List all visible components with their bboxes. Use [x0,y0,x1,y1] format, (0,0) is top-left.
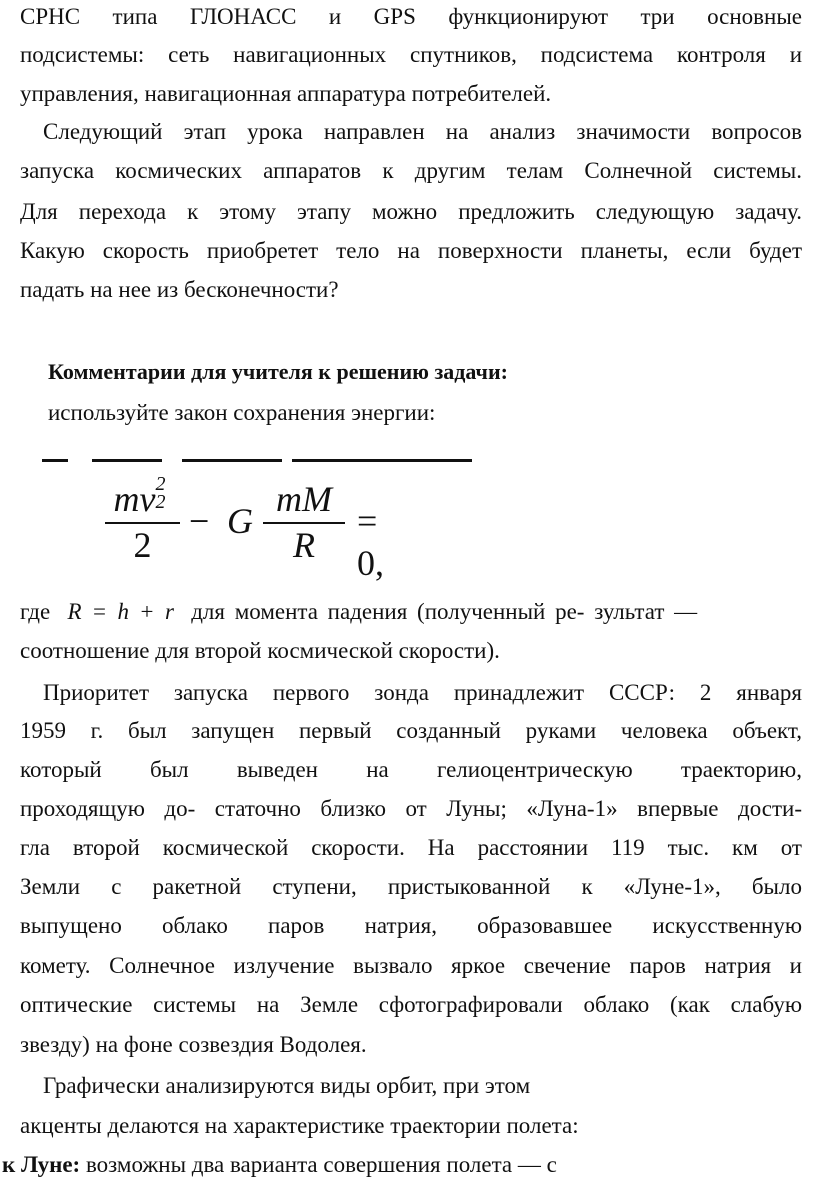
commentary-heading: Комментарии для учителя к решению задачи: [48,359,508,384]
paragraph-3-line-6: Земли с ракетной ступени, пристыкованной к «Луне-1», было [20,874,802,899]
formula-scan-artifact [42,452,472,466]
where-line-2: соотношение для второй космической скорости). [20,638,500,663]
paragraph-2-line-2: запуска космических аппаратов к другим телам Солнечной системы. [20,158,802,183]
document-page: СРНС типа ГЛОНАСС и GPS функционируют три основные подсистемы: сеть навигационных спутников, подсистема контроля и управления, навигационная аппаратура потребителей. Следующий этап урока направлен на анализ значимости вопросов запуска космических аппаратов к другим телам Солнечной системы. Для перехода к этому этапу можно предложить следующую задачу. Какую скорость приобретет тело на поверхности планеты, если будет падать на нее из бесконечности? Комментарии для учителя к решению задачи: используйте закон сохранения энергии: mv 2 2 2 − G mM R = 0, где R = h + r для момента падения (полученный ре- зультат — соотношение для второй космической скорости). Приоритет запуска первого зонда принадлежит СССР: 2 января 1959 г. был запущен первый созданный руками человека объект, который был выведен на гелиоцентрическую траекторию, проходящую до- статочно близко от Луны; «Луна-1» впервые дости- гла второй космической скорости. На расстоянии 119 тыс. км от Земли с ракетной ступени, пристыкованной к «Луне-1», было выпущено облако паров натрия, образовавшее искусственную комету. Солнечное излучение вызвало яркое свечение паров натрия и оптические системы на Земле сфотографировали облако (как слабую звезду) на фоне созвездия Водолея. Графически анализируются виды орбит, при этом акценты делаются на характеристике траектории полета: к Луне: возможны два варианта совершения полета — с [0,0,816,1181]
paragraph-3-line-4: проходящую до- статочно близко от Луны; «Луна-1» впервые дости- [20,796,802,821]
paragraph-3-line-5: гла второй космической скорости. На расстоянии 119 тыс. км от [20,835,802,860]
paragraph-4-line-2: акценты делаются на характеристике траектории полета: [20,1113,579,1138]
paragraph-3-line-1: Приоритет запуска первого зонда принадлежит СССР: 2 января [43,680,802,705]
paragraph-1-line-2: подсистемы: сеть навигационных спутников, подсистема контроля и [20,42,802,67]
last-line [2,1150,784,1180]
paragraph-3-line-7: выпущено облако паров натрия, образовавшее искусственную [20,913,802,938]
paragraph-2-line-4: Какую скорость приобретет тело на поверхности планеты, если будет [20,238,802,263]
paragraph-3-line-8: комету. Солнечное излучение вызвало яркое свечение паров натрия и [20,953,802,978]
moon-label: к Луне: [2,1152,81,1177]
minus-sign: − [189,501,210,541]
paragraph-3-line-9: оптические системы на Земле сфотографировали облако (как слабую [20,992,802,1017]
commentary-instruction: используйте закон сохранения энергии: [48,400,436,425]
paragraph-1-line-3: управления, навигационная аппаратура потребителей. [20,81,552,106]
paragraph-3-line-10: звезду) на фоне созвездия Водолея. [20,1032,367,1057]
last-line-text: возможны два варианта совершения полета — с [85,1152,557,1177]
paragraph-4-line-1: Графически анализируются виды орбит, при этом [43,1073,531,1098]
gravitational-constant: G [227,501,253,541]
paragraph-1-line-1: СРНС типа ГЛОНАСС и GPS функционируют три основные [20,4,802,29]
paragraph-2-line-3: Для перехода к этому этапу можно предложить следующую задачу. [20,199,802,224]
paragraph-3-line-3: который был выведен на гелиоцентрическую траекторию, [20,757,802,782]
equals-zero: = 0, [357,501,384,583]
where-line-1: где R = h + r для момента падения (полученный ре- зультат — [20,599,698,624]
paragraph-3-line-2: 1959 г. был запущен первый созданный руками человека объект, [20,718,802,743]
paragraph-2-line-1: Следующий этап урока направлен на анализ значимости вопросов [43,119,802,144]
paragraph-2-line-5: падать на нее из бесконечности? [20,277,339,302]
